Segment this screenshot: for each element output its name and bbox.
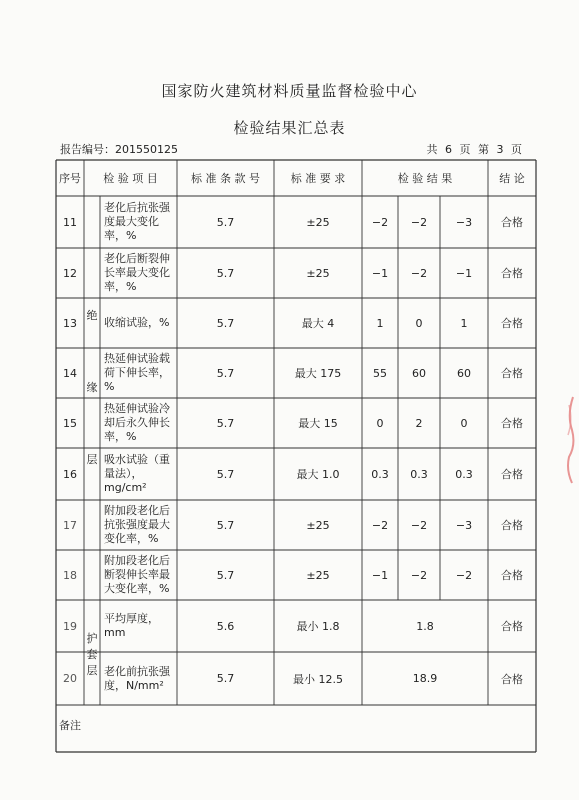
result-value: 18.9	[412, 672, 438, 685]
report-number: 报告编号：201550125	[60, 143, 178, 156]
row-number: 17	[63, 518, 77, 532]
row-number: 12	[63, 266, 77, 280]
test-item: 老化前抗张强度，N/mm²	[104, 664, 170, 692]
test-item: 老化后断裂伸长率最大变化率，%	[104, 252, 170, 293]
requirement: ±25	[306, 215, 330, 229]
standard-clause: 5.7	[216, 568, 235, 582]
result-1: 55	[373, 366, 387, 380]
requirement: 最小 12.5	[293, 672, 343, 686]
requirement: ±25	[306, 266, 330, 280]
result-2: −2	[410, 568, 428, 582]
conclusion: 合格	[501, 216, 523, 229]
conclusion: 合格	[501, 519, 523, 532]
result-1: 0.3	[371, 467, 389, 481]
standard-clause: 5.7	[216, 316, 235, 330]
row-number: 14	[63, 366, 77, 380]
remarks-label: 备注	[59, 719, 81, 732]
result-3: −1	[455, 266, 473, 280]
result-3: 0	[460, 416, 468, 430]
test-item: 热延伸试验冷却后永久伸长率，%	[104, 402, 170, 443]
group-label-char: 层	[86, 453, 98, 466]
result-3: 60	[457, 366, 471, 380]
test-item: 吸水试验（重量法），mg/cm²	[104, 453, 170, 494]
conclusion: 合格	[501, 267, 523, 280]
result-3: −3	[455, 518, 473, 532]
standard-clause: 5.7	[216, 215, 235, 229]
group-label-char: 护	[86, 632, 98, 645]
result-1: 1	[376, 316, 384, 330]
result-2: −2	[410, 518, 428, 532]
result-1: −2	[371, 518, 389, 532]
result-3: 1	[460, 316, 468, 330]
group-label-char: 层	[86, 664, 98, 677]
result-2: −2	[410, 215, 428, 229]
result-2: 60	[412, 366, 426, 380]
standard-clause: 5.6	[216, 619, 235, 633]
test-item: 平均厚度，mm	[104, 612, 159, 639]
conclusion: 合格	[501, 672, 523, 686]
group-label-char: 套	[86, 648, 98, 661]
test-item: 收缩试验，%	[104, 316, 170, 329]
col-header-item: 检 验 项 目	[103, 172, 158, 185]
col-header-clause: 标 准 条 款 号	[191, 172, 260, 185]
conclusion: 合格	[501, 620, 523, 633]
standard-clause: 5.7	[216, 672, 235, 685]
requirement: 最大 1.0	[296, 468, 340, 481]
requirement: 最大 15	[298, 417, 338, 430]
row-number: 18	[63, 568, 77, 582]
standard-clause: 5.7	[216, 416, 235, 430]
row-number: 11	[63, 215, 77, 229]
result-2: 2	[415, 416, 423, 430]
requirement: 最大 175	[294, 367, 342, 380]
requirement: ±25	[306, 568, 330, 582]
group-label-char: 缘	[86, 381, 98, 394]
test-item: 附加段老化后抗张强度最大变化率，%	[104, 504, 170, 545]
result-1: 0	[376, 416, 384, 430]
conclusion: 合格	[501, 468, 523, 481]
col-header-result: 检 验 结 果	[397, 172, 453, 185]
row-number: 16	[63, 467, 77, 481]
row-number: 19	[63, 619, 77, 633]
document-title: 检验结果汇总表	[233, 119, 346, 137]
requirement: ±25	[306, 518, 330, 532]
conclusion: 合格	[501, 317, 523, 330]
result-3: −3	[455, 215, 473, 229]
result-1: −2	[371, 215, 389, 229]
result-value: 1.8	[416, 619, 434, 633]
result-2: −2	[410, 266, 428, 280]
conclusion: 合格	[501, 569, 523, 582]
org-title: 国家防火建筑材料质量监督检验中心	[161, 82, 418, 100]
result-2: 0	[415, 316, 423, 330]
col-header-requirement: 标 准 要 求	[290, 172, 346, 185]
result-3: 0.3	[455, 467, 473, 481]
seal-stamp-mark	[563, 395, 577, 485]
test-item: 附加段老化后断裂伸长率最大变化率，%	[104, 554, 170, 595]
conclusion: 合格	[501, 417, 523, 430]
row-number: 13	[63, 316, 77, 330]
test-item: 热延伸试验载荷下伸长率，%	[104, 352, 170, 393]
result-1: −1	[371, 568, 389, 582]
standard-clause: 5.7	[216, 467, 235, 481]
standard-clause: 5.7	[216, 366, 235, 380]
result-1: −1	[371, 266, 389, 280]
standard-clause: 5.7	[216, 266, 235, 280]
requirement: 最大 4	[301, 317, 335, 330]
result-3: −2	[455, 568, 473, 582]
test-item: 老化后抗张强度最大变化率，%	[104, 201, 170, 242]
page-info: 共 6 页 第 3 页	[426, 143, 522, 156]
standard-clause: 5.7	[216, 518, 235, 532]
group-label-char: 绝	[86, 309, 98, 322]
conclusion: 合格	[501, 367, 523, 380]
col-header-conclusion: 结 论	[499, 172, 525, 185]
row-number: 20	[63, 672, 77, 685]
row-number: 15	[63, 416, 77, 430]
col-header-no: 序号	[59, 172, 81, 185]
requirement: 最小 1.8	[296, 620, 340, 633]
result-2: 0.3	[410, 467, 428, 481]
